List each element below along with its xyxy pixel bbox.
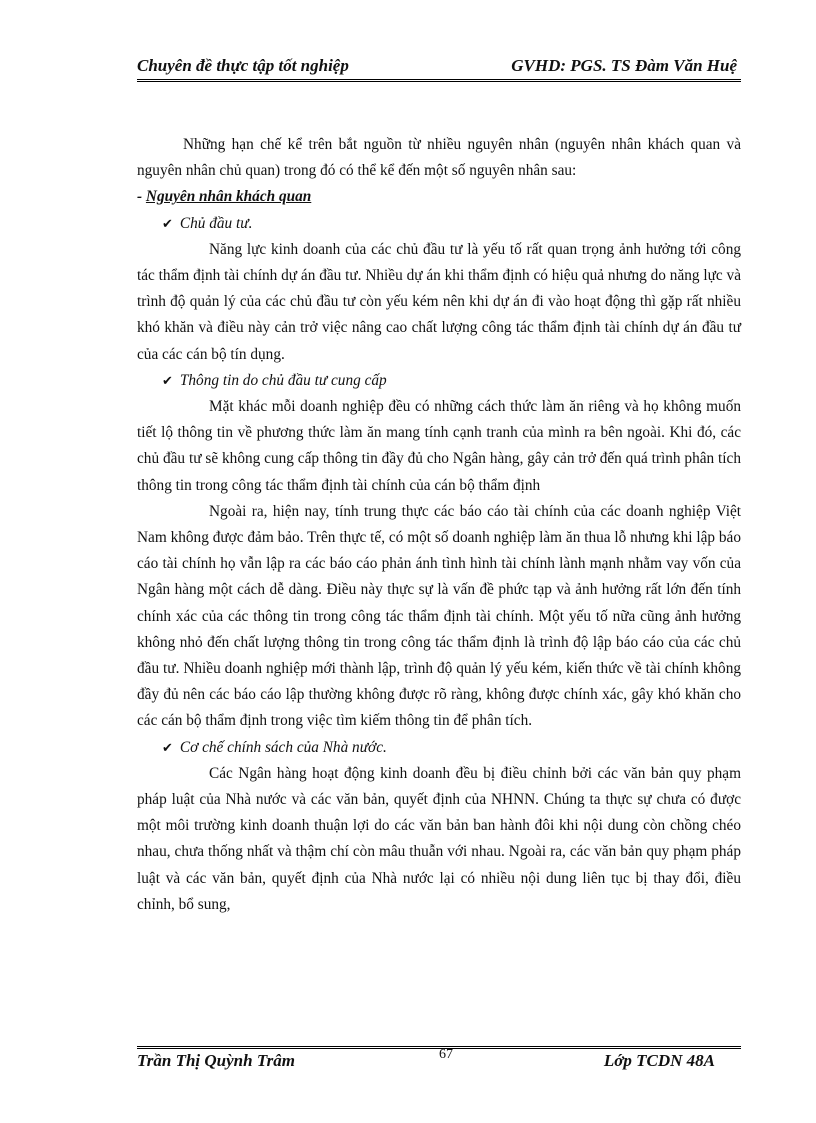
paragraph: Ngoài ra, hiện nay, tính trung thực các báo cáo tài chính của các doanh nghiệp Việt Nam không được đảm bảo. Trên thực tế, có một số doanh nghiệp làm ăn thua lỗ nhưng khi lập báo cáo tài chính họ vẫn lập ra các báo cáo phản ánh tình hình tài chính lành mạnh nhằm vay vốn của Ngân hàng một cách dễ dàng. Điều này thực sự là vấn đề phức tạp và ảnh hưởng rất lớn đến tính chính xác của các thông tin trong công tác thẩm định tài chính. Một yếu tố nữa cũng ảnh hưởng không nhỏ đến chất lượng thông tin trong công tác thẩm định là trình độ lập báo cáo của các chủ đầu tư. Nhiều doanh nghiệp mới thành lập, trình độ quản lý yếu kém, kiến thức về tài chính không đầy đủ nên các báo cáo lập thường không được rõ ràng, không được chính xác, gây khó khăn cho các cán bộ thẩm định trong việc tìm kiếm thông tin để phân tích. [137, 502, 741, 730]
page-number: 67 [439, 1047, 453, 1062]
page-body [137, 132, 741, 918]
bullet-label: Cơ chế chính sách của Nhà nước. [179, 738, 387, 756]
footer-author: Trần Thị Quỳnh Trâm [137, 1051, 295, 1070]
header-title: Chuyên đề thực tập tốt nghiệp [137, 56, 349, 75]
header-supervisor: GVHD: PGS. TS Đàm Văn Huệ [511, 56, 737, 75]
bullet-item [162, 211, 741, 237]
paragraph: Mặt khác mỗi doanh nghiệp đều có những cách thức làm ăn riêng và họ không muốn tiết lộ thông tin về phương thức làm ăn mang tính cạnh tranh của mình ra bên ngoài. Khi đó, các chủ đầu tư sẽ không cung cấp thông tin đầy đủ cho Ngân hàng, gây cản trở đến quá trình phân tích thông tin trong công tác thẩm định tài chính của cán bộ thẩm định [137, 398, 741, 494]
section-heading [137, 184, 741, 210]
page-footer [137, 1047, 741, 1077]
section-dash: - [137, 188, 146, 206]
intro-paragraph: Những hạn chế kể trên bắt nguồn từ nhiều nguyên nhân (nguyên nhân khách quan và nguyên nhân chủ quan) trong đó có thể kể đến một số nguyên nhân sau: [137, 136, 741, 180]
paragraph: Năng lực kinh doanh của các chủ đầu tư là yếu tố rất quan trọng ảnh hưởng tới công tác thẩm định tài chính dự án đầu tư. Nhiều dự án khi thẩm định có hiệu quả nhưng do năng lực và trình độ quản lý của các chủ đầu tư còn yếu kém nên khi dự án đi vào hoạt động thì gặp rất nhiều khó khăn và điều này cản trở việc nâng cao chất lượng công tác thẩm định tài chính dự án đầu tư của các cán bộ tín dụng. [137, 240, 741, 363]
bullet-item [162, 368, 741, 394]
header-rule [137, 79, 741, 82]
check-icon: ✔ [162, 739, 173, 755]
check-icon: ✔ [162, 215, 173, 231]
bullet-item [162, 735, 741, 761]
check-icon: ✔ [162, 372, 173, 388]
bullet-label: Chủ đầu tư. [179, 214, 253, 232]
footer-class: Lớp TCDN 48A [603, 1051, 715, 1070]
bullet-label: Thông tin do chủ đầu tư cung cấp [179, 371, 387, 389]
section-heading-label: Nguyên nhân khách quan [145, 188, 312, 206]
page-header [137, 52, 741, 82]
paragraph: Các Ngân hàng hoạt động kinh doanh đều bị điều chỉnh bởi các văn bản quy phạm pháp luật của Nhà nước và các văn bản, quyết định của NHNN. Chúng ta thực sự chưa có được một môi trường kinh doanh thuận lợi do các văn bản ban hành đôi khi nội dung còn chồng chéo nhau, chưa thống nhất và thậm chí còn mâu thuẫn với nhau. Ngoài ra, các văn bản quy phạm pháp luật và các văn bản, quyết định của Nhà nước lại có nhiều nội dung liên tục bị thay đổi, điều chỉnh, bổ sung, [137, 764, 741, 913]
